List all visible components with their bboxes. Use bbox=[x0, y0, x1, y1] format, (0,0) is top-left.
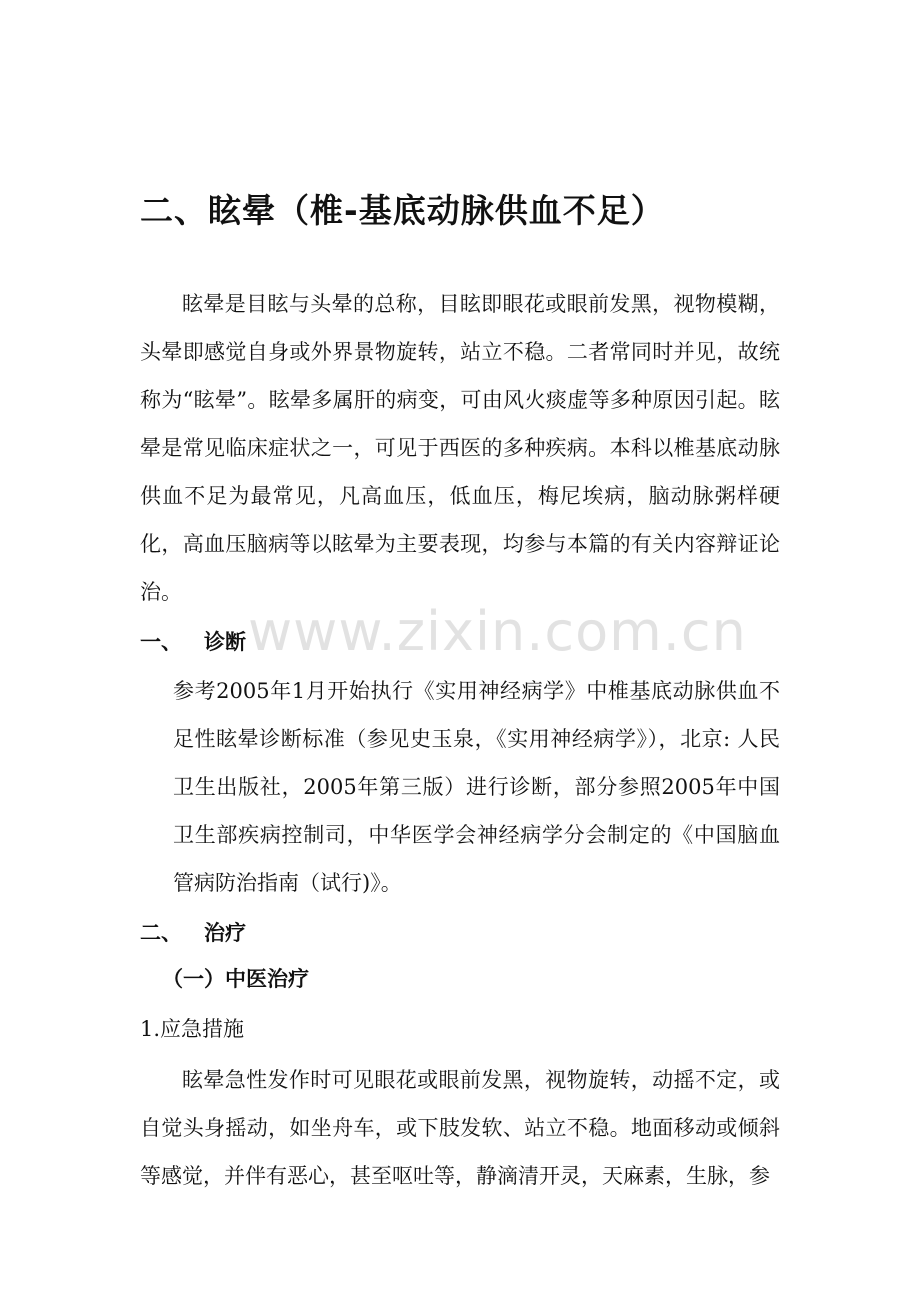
diagnosis-paragraph: 参考2005年1月开始执行《实用神经病学》中椎基底动脉供血不足性眩晕诊断标准（参见史玉泉，《实用神经病学》），北京: 人民卫生出版社，2005年第三版）进行诊断，部分参照2005年中国卫生部疾病控制司，中华医学会神经病学分会制定的《中国脑血管病防治指南（试行)》。 bbox=[173, 679, 780, 895]
item-heading-emergency: 1.应急措施 bbox=[140, 1017, 245, 1041]
document-title: 二、眩晕（椎-基底动脉供血不足） bbox=[140, 191, 665, 230]
section-title: 诊断 bbox=[204, 630, 246, 654]
section-number: 二、 bbox=[140, 921, 182, 945]
watermark: www.zixin.com.cn bbox=[248, 600, 747, 663]
section-heading-treatment bbox=[140, 918, 246, 948]
subsection-heading-tcm: （一）中医治疗 bbox=[162, 967, 309, 991]
section-number: 一、 bbox=[140, 630, 182, 654]
section-heading-diagnosis bbox=[140, 627, 246, 657]
emergency-paragraph: 眩晕急性发作时可见眼花或眼前发黑，视物旋转，动摇不定，或自觉头身摇动，如坐舟车，或下肢发软、站立不稳。地面移动或倾斜等感觉，并伴有恶心，甚至呕吐等，静滴清开灵，天麻素，生脉，参 bbox=[140, 1068, 780, 1188]
section-title: 治疗 bbox=[204, 921, 246, 945]
intro-paragraph: 眩晕是目眩与头晕的总称，目眩即眼花或眼前发黑，视物模糊，头晕即感觉自身或外界景物旋转，站立不稳。二者常同时并见，故统称为“眩晕”。眩晕多属肝的病变，可由风火痰虚等多种原因引起。眩晕是常见临床症状之一，可见于西医的多种疾病。本科以椎基底动脉供血不足为最常见，凡高血压，低血压，梅尼埃病，脑动脉粥样硬化，高血压脑病等以眩晕为主要表现，均参与本篇的有关内容辩证论治。 bbox=[140, 292, 780, 604]
